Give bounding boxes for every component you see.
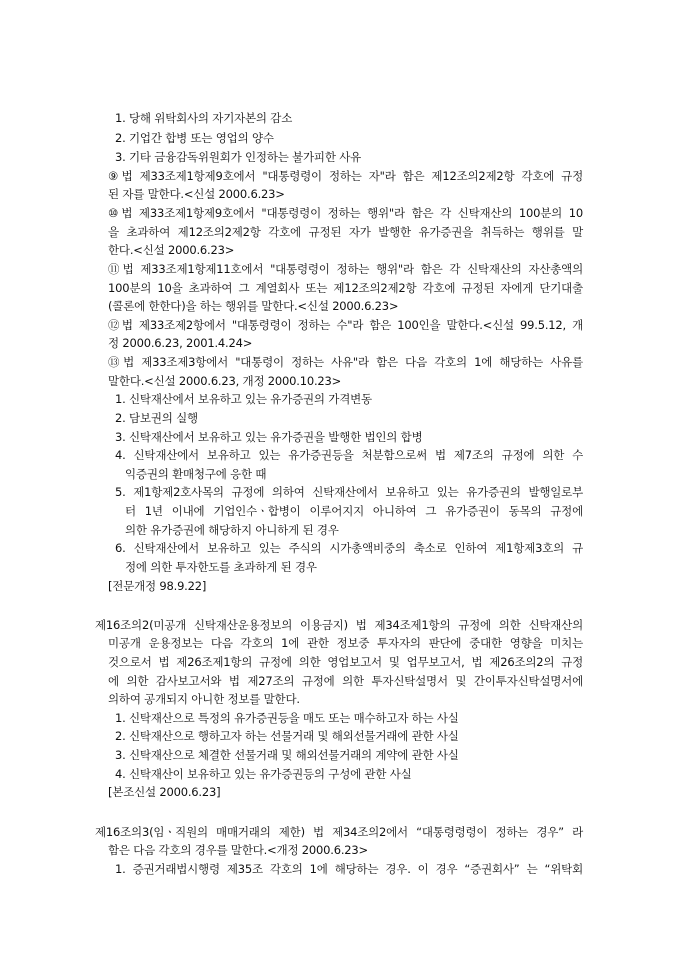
text-line: 정 2000.6.23, 2001.4.24> [108, 336, 253, 350]
text-line: 한다.<신설 2000.6.23> [108, 243, 235, 257]
text-line: 제16조의3(임ㆍ직원의 매매거래의 제한) 법 제34조의2에서 “대통령령령이 정하는 경우” 라 [95, 825, 583, 839]
text-line: 3. 기타 금융감독위원회가 인정하는 불가피한 사유 [115, 150, 362, 164]
text-line: 함은 다음 각호의 경우를 말한다.<개정 2000.6.23> [108, 843, 368, 857]
text-line: 3. 신탁재산에서 보유하고 있는 유가증권을 발행한 법인의 합병 [115, 430, 423, 444]
text-line: 의한 유가증권에 해당하지 아니하게 된 경우 [125, 523, 339, 537]
text-line: 1. 당해 위탁회사의 자기자본의 감소 [115, 111, 293, 125]
text-line: ⑪법 제33조제1항제11호에서 "대통령령이 정하는 행위"라 함은 각 신탁재산의 자산총액의 [108, 262, 583, 276]
text-line: 1. 신탁재산으로 특정의 유가증권등을 매도 또는 매수하고자 하는 사실 [115, 711, 459, 725]
text-line: 2. 기업간 합병 또는 영업의 양수 [115, 131, 274, 145]
text-line: 3. 신탁재산으로 체결한 선물거래 및 해외선물거래의 계약에 관한 사실 [115, 748, 459, 762]
text-line: 제16조의2(미공개 신탁재산운용정보의 이용금지) 법 제34조제1항의 규정에 의한 신탁재산의 [95, 618, 583, 632]
text-line: 1. 증권거래법시행령 제35조 각호의 1에 해당하는 경우. 이 경우 “증권회사” 는 “위탁회 [115, 862, 583, 876]
text-line: 익증권의 환매청구에 응한 때 [125, 467, 267, 481]
text-line: 2. 담보권의 실행 [115, 411, 198, 425]
text-line: 말한다.<신설 2000.6.23, 개정 2000.10.23> [108, 374, 342, 388]
text-line: 미공개 운용정보는 다음 각호의 1에 관한 정보중 투자자의 판단에 중대한 영향을 미치는 [108, 636, 583, 650]
text-line: 을 초과하여 제12조의2제2항 각호에 규정된 자가 발행한 유가증권을 취득하는 행위를 말 [108, 225, 583, 239]
text-line: 2. 신탁재산으로 행하고자 하는 선물거래 및 해외선물거래에 관한 사실 [115, 729, 459, 743]
text-line: 터 1년 이내에 기업인수ㆍ합병이 이루어지지 아니하여 그 유가증권이 동목의 규정에 [125, 504, 583, 518]
text-line: 5. 제1항제2호사목의 규정에 의하여 신탁재산에서 보유하고 있는 유가증권의 발행일로부 [115, 485, 583, 499]
text-line: 1. 신탁재산에서 보유하고 있는 유가증권의 가격변동 [115, 392, 372, 406]
text-line: 것으로서 법 제26조제1항의 규정에 의한 영업보고서 및 업무보고서, 법 제26조의2의 규정 [108, 655, 583, 669]
text-line: ⑩법 제33조제1항제9호에서 "대통령령이 정하는 행위"라 함은 각 신탁재산의 100분의 10 [108, 206, 583, 220]
text-line: 된 자를 말한다.<신설 2000.6.23> [108, 187, 285, 201]
text-line: 100분의 10을 초과하여 그 계열회사 또는 제12조의2제2항 각호에 규정된 자에게 단기대출 [108, 281, 583, 295]
text-line: [본조신설 2000.6.23] [108, 785, 221, 799]
text-line: 의하여 공개되지 아니한 정보를 말한다. [108, 692, 300, 706]
text-line: (콜론에 한한다)을 하는 행위를 말한다.<신설 2000.6.23> [108, 299, 399, 313]
text-line: ⑬법 제33조제3항에서 "대통령이 정하는 사유"라 함은 다음 각호의 1에 해당하는 사유를 [108, 355, 583, 369]
text-line: ⑫법 제33조제2항에서 "대통령령이 정하는 수"라 함은 100인을 말한다.<신설 99.5.12, 개 [108, 318, 583, 332]
text-line: 정에 의한 투자한도를 초과하게 된 경우 [125, 560, 317, 574]
text-line: 에 의한 감사보고서와 법 제27조의 규정에 의한 투자신탁설명서 및 간이투자신탁설명서에 [108, 674, 583, 688]
text-line: 4. 신탁재산에서 보유하고 있는 유가증권등을 처분함으로써 법 제7조의 규정에 의한 수 [115, 448, 583, 462]
text-line: ⑨법 제33조제1항제9호에서 "대통령령이 정하는 자"라 함은 제12조의2제2항 각호에 규정 [108, 169, 583, 183]
text-line: [전문개정 98.9.22] [108, 579, 207, 593]
text-line: 6. 신탁재산에서 보유하고 있는 주식의 시가총액비중의 축소로 인하여 제1항제3호의 규 [115, 541, 583, 555]
text-line: 4. 신탁재산이 보유하고 있는 유가증권등의 구성에 관한 사실 [115, 767, 412, 781]
